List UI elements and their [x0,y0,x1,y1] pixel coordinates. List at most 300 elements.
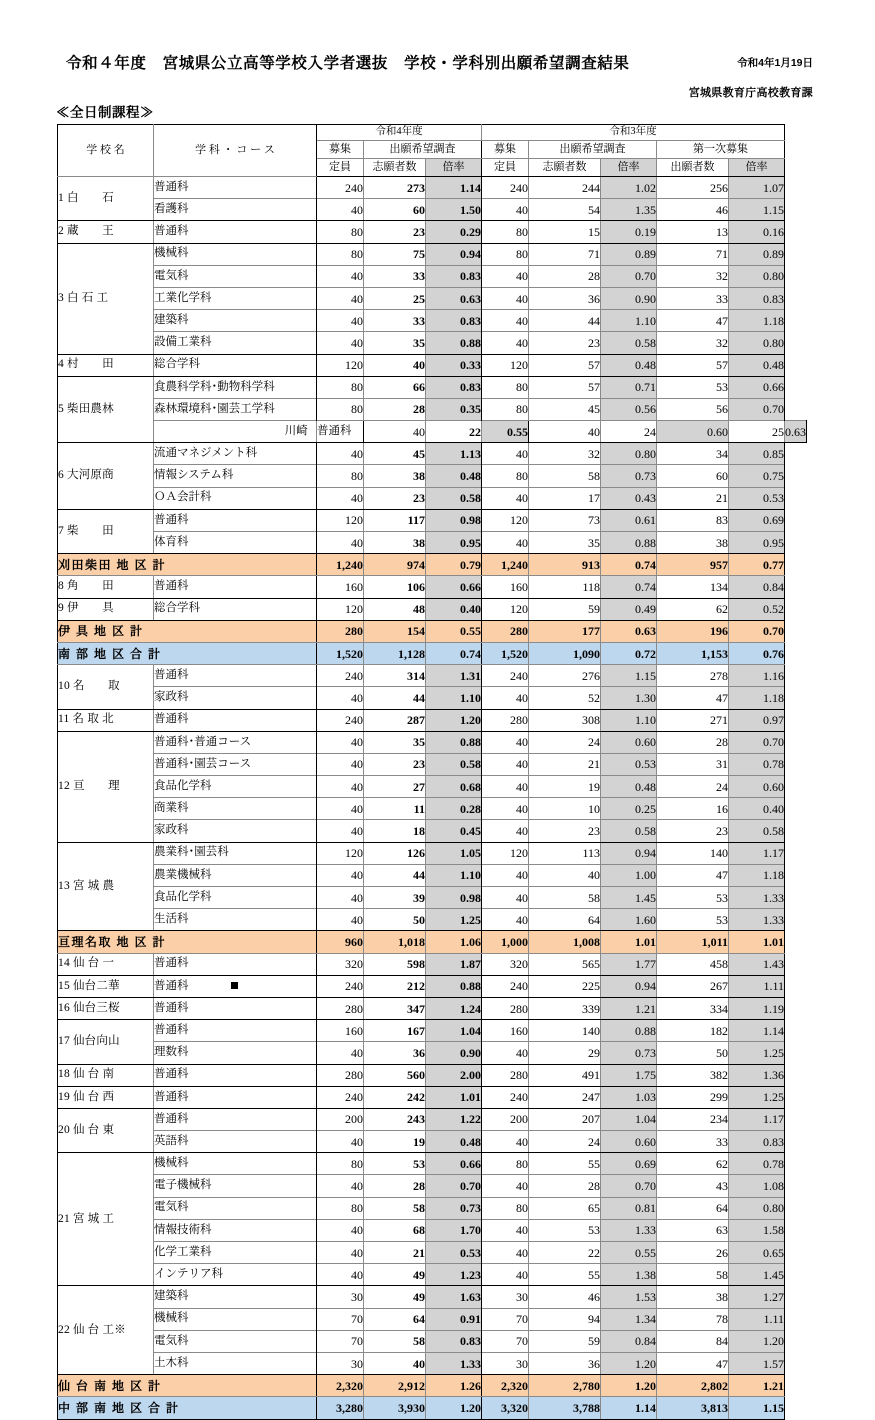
quota-prev: 280 [482,997,529,1019]
first-ratio: 0.77 [729,554,785,576]
first-applicants: 25 [729,421,785,443]
first-ratio: 0.70 [729,398,785,420]
dept-course-name: 普通科 [154,953,317,975]
ratio-prev: 0.25 [601,798,657,820]
ratio-current: 1.24 [426,997,482,1019]
dept-course-name: 化学工業科 [154,1242,317,1264]
ratio-current: 1.14 [426,177,482,199]
first-applicants: 140 [657,842,729,864]
quota-current: 960 [317,931,364,953]
quota-prev: 240 [482,665,529,687]
total-label: 中 部 南 地 区 合 計 [58,1397,317,1419]
ratio-current: 0.95 [426,532,482,554]
table-row [58,1131,807,1153]
table-row [58,1242,807,1264]
first-applicants: 278 [657,665,729,687]
quota-prev: 80 [482,221,529,243]
applicants-current: 560 [364,1064,426,1086]
first-applicants: 13 [657,221,729,243]
school-name: 18 仙 台 南 [58,1064,154,1086]
dept-course-name: 普通科 [154,177,317,199]
quota-current: 30 [317,1286,364,1308]
first-applicants: 58 [657,1264,729,1286]
applicants-current: 44 [364,864,426,886]
ratio-prev: 0.90 [601,287,657,309]
applicants-prev: 36 [529,287,601,309]
quota-current: 40 [317,753,364,775]
applicants-current: 66 [364,376,426,398]
first-applicants: 28 [657,731,729,753]
applicants-prev: 24 [529,731,601,753]
issuing-department: 宮城県教育庁高校教育課 [688,87,813,99]
ratio-current: 1.63 [426,1286,482,1308]
quota-prev: 40 [482,287,529,309]
table-row [58,1197,807,1219]
table-row [58,1264,807,1286]
first-applicants: 78 [657,1308,729,1330]
ratio-current: 0.98 [426,887,482,909]
applicants-prev: 244 [529,177,601,199]
district-total-row [58,620,807,642]
ratio-prev: 1.35 [601,199,657,221]
dept-course-name: 工業化学科 [154,287,317,309]
th-first-ratio: 倍率 [729,159,785,177]
first-applicants: 3,813 [657,1397,729,1419]
applicants-prev: 22 [529,1242,601,1264]
quota-prev: 40 [482,1131,529,1153]
ratio-current: 1.10 [426,864,482,886]
ratio-prev: 1.20 [601,1352,657,1374]
table-row [58,1330,807,1352]
applicants-prev: 59 [529,1330,601,1352]
table-row [58,265,807,287]
ratio-prev: 1.00 [601,864,657,886]
ratio-prev: 0.60 [657,421,729,443]
applicants-current: 38 [364,532,426,554]
th-year-previous: 令和3年度 [482,125,785,141]
ratio-current: 0.88 [426,332,482,354]
school-name: 22 仙 台 工※ [58,1286,154,1375]
quota-current: 120 [317,509,364,531]
quota-current: 40 [317,1242,364,1264]
applicants-current: 75 [364,243,426,265]
quota-prev: 40 [482,1242,529,1264]
applicants-prev: 140 [529,1020,601,1042]
applicants-prev: 118 [529,576,601,598]
applicants-current: 50 [364,909,426,931]
table-row [58,753,807,775]
selection-marker-icon [231,982,238,989]
quota-current: 40 [364,421,426,443]
applicants-prev: 29 [529,1042,601,1064]
ratio-current: 0.70 [426,1175,482,1197]
first-applicants: 32 [657,265,729,287]
applicants-prev: 57 [529,354,601,376]
applicants-current: 44 [364,687,426,709]
quota-prev: 40 [482,1219,529,1241]
table-row [58,776,807,798]
table-row [58,465,807,487]
ratio-current: 1.26 [426,1375,482,1397]
quota-prev: 40 [482,265,529,287]
applicants-prev: 565 [529,953,601,975]
ratio-prev: 1.04 [601,1108,657,1130]
ratio-prev: 0.74 [601,576,657,598]
ratio-prev: 0.71 [601,376,657,398]
applicants-prev: 913 [529,554,601,576]
dept-course-name: 建築科 [154,310,317,332]
th-applicants-current: 志願者数 [364,159,426,177]
ratio-current: 1.05 [426,842,482,864]
quota-prev: 280 [482,1064,529,1086]
table-row [58,354,807,376]
applicants-prev: 225 [529,975,601,997]
first-ratio: 0.95 [729,532,785,554]
ratio-current: 0.63 [426,287,482,309]
first-ratio: 0.40 [729,798,785,820]
total-label: 伊 具 地 区 計 [58,620,317,642]
school-name: 21 宮 城 工 [58,1153,154,1286]
quota-current: 280 [317,997,364,1019]
first-applicants: 957 [657,554,729,576]
ratio-current: 0.66 [426,1153,482,1175]
table-row [58,997,807,1019]
ratio-current: 1.22 [426,1108,482,1130]
applicants-prev: 52 [529,687,601,709]
school-name: 1 白 石 [58,177,154,221]
school-name: 20 仙 台 東 [58,1108,154,1152]
first-applicants: 84 [657,1330,729,1352]
ratio-prev: 0.81 [601,1197,657,1219]
quota-current: 40 [317,864,364,886]
dept-course-name: 機械科 [154,1153,317,1175]
quota-prev: 40 [482,199,529,221]
applicants-prev: 40 [529,864,601,886]
first-applicants: 34 [657,443,729,465]
dept-course-name: 普通科 [154,709,317,731]
dept-course-name: 英語科 [154,1131,317,1153]
th-first-applicants: 出願者数 [657,159,729,177]
first-ratio: 0.80 [729,332,785,354]
ratio-current: 1.23 [426,1264,482,1286]
quota-prev: 120 [482,842,529,864]
quota-prev: 240 [482,177,529,199]
quota-prev: 80 [482,1153,529,1175]
applicants-current: 38 [364,465,426,487]
ratio-prev: 0.49 [601,598,657,620]
applicants-prev: 45 [529,398,601,420]
first-applicants: 56 [657,398,729,420]
quota-current: 40 [317,1264,364,1286]
ratio-prev: 1.14 [601,1397,657,1419]
applicants-prev: 58 [529,887,601,909]
ratio-prev: 0.53 [601,753,657,775]
quota-current: 240 [317,665,364,687]
table-row [58,1219,807,1241]
applicants-current: 974 [364,554,426,576]
first-ratio: 1.33 [729,909,785,931]
ratio-prev: 0.94 [601,975,657,997]
applicants-current: 273 [364,177,426,199]
ratio-current: 1.20 [426,1397,482,1419]
applicants-current: 23 [364,487,426,509]
first-applicants: 21 [657,487,729,509]
ratio-current: 0.55 [482,421,529,443]
applicants-prev: 339 [529,997,601,1019]
first-ratio: 0.76 [729,642,785,664]
quota-current: 280 [317,620,364,642]
applicants-prev: 71 [529,243,601,265]
quota-prev: 1,000 [482,931,529,953]
school-name: 10 名 取 [58,665,154,709]
applicants-prev: 24 [601,421,657,443]
publish-date: 令和4年1月19日 [737,57,813,69]
quota-current: 160 [317,1020,364,1042]
quota-current: 40 [317,798,364,820]
ratio-prev: 0.58 [601,820,657,842]
applicants-current: 242 [364,1086,426,1108]
ratio-prev: 0.48 [601,776,657,798]
applicants-current: 19 [364,1131,426,1153]
quota-prev: 70 [482,1308,529,1330]
ratio-prev: 0.69 [601,1153,657,1175]
applicants-prev: 2,780 [529,1375,601,1397]
dept-course-name: 食品化学科 [154,776,317,798]
applicants-prev: 207 [529,1108,601,1130]
applicants-prev: 55 [529,1153,601,1175]
first-ratio: 0.97 [729,709,785,731]
first-applicants: 62 [657,598,729,620]
applicants-current: 33 [364,310,426,332]
quota-prev: 40 [482,909,529,931]
first-ratio: 1.25 [729,1086,785,1108]
first-ratio: 0.53 [729,487,785,509]
dept-course-name: 普通科 [154,221,317,243]
applicants-prev: 46 [529,1286,601,1308]
table-row [58,199,807,221]
first-applicants: 53 [657,887,729,909]
applicants-prev: 54 [529,199,601,221]
table-row [58,532,807,554]
ratio-current: 1.50 [426,199,482,221]
first-applicants: 234 [657,1108,729,1130]
applicants-current: 347 [364,997,426,1019]
first-ratio: 1.18 [729,687,785,709]
quota-prev: 40 [482,731,529,753]
ratio-current: 1.87 [426,953,482,975]
first-applicants: 60 [657,465,729,487]
quota-current: 240 [317,975,364,997]
first-ratio: 1.33 [729,887,785,909]
first-applicants: 43 [657,1175,729,1197]
quota-current: 120 [317,354,364,376]
quota-prev: 40 [482,776,529,798]
table-row [58,243,807,265]
dept-course-name: 普通科 [154,1020,317,1042]
first-ratio: 1.58 [729,1219,785,1241]
applicants-prev: 10 [529,798,601,820]
first-ratio: 0.83 [729,287,785,309]
school-name: 12 亘 理 [58,731,154,842]
quota-current: 40 [317,1219,364,1241]
ratio-current: 0.83 [426,310,482,332]
first-applicants: 38 [657,532,729,554]
quota-current: 200 [317,1108,364,1130]
ratio-prev: 1.21 [601,997,657,1019]
dept-course-name: 商業科 [154,798,317,820]
first-ratio: 1.21 [729,1375,785,1397]
district-total-row [58,931,807,953]
ratio-current: 1.10 [426,687,482,709]
first-ratio: 1.15 [729,199,785,221]
table-row [58,1308,807,1330]
first-applicants: 267 [657,975,729,997]
quota-current: 80 [317,243,364,265]
applicants-current: 40 [364,354,426,376]
applicants-current: 2,912 [364,1375,426,1397]
applicants-current: 25 [364,287,426,309]
quota-current: 1,240 [317,554,364,576]
first-ratio: 1.36 [729,1064,785,1086]
first-applicants: 71 [657,243,729,265]
dept-course-name: インテリア科 [154,1264,317,1286]
ratio-prev: 1.53 [601,1286,657,1308]
quota-current: 40 [317,731,364,753]
ratio-current: 0.45 [426,820,482,842]
ratio-current: 1.31 [426,665,482,687]
ratio-prev: 0.58 [601,332,657,354]
dept-course-name: 普通科 [154,665,317,687]
first-ratio: 0.70 [729,620,785,642]
applicants-current: 154 [364,620,426,642]
quota-current: 40 [317,443,364,465]
quota-current: 40 [317,887,364,909]
first-applicants: 62 [657,1153,729,1175]
quota-prev: 40 [482,1264,529,1286]
ratio-current: 0.29 [426,221,482,243]
quota-current: 240 [317,1086,364,1108]
quota-prev: 280 [482,620,529,642]
quota-prev: 40 [482,687,529,709]
first-ratio: 1.08 [729,1175,785,1197]
ratio-current: 1.06 [426,931,482,953]
applicants-current: 53 [364,1153,426,1175]
quota-current: 40 [317,532,364,554]
first-applicants: 2,802 [657,1375,729,1397]
ratio-prev: 0.60 [601,731,657,753]
quota-prev: 30 [482,1286,529,1308]
applicants-prev: 1,090 [529,642,601,664]
th-quota-current-2: 定員 [317,159,364,177]
first-ratio: 0.52 [729,598,785,620]
first-applicants: 83 [657,509,729,531]
ratio-prev: 0.84 [601,1330,657,1352]
district-total-row [58,554,807,576]
table-head [58,125,807,177]
applicants-prev: 1,008 [529,931,601,953]
applicants-prev: 24 [529,1131,601,1153]
applicants-prev: 65 [529,1197,601,1219]
first-applicants: 334 [657,997,729,1019]
school-name: 14 仙 台 一 [58,953,154,975]
th-survey-prev: 出願希望調査 [529,141,657,159]
total-label: 南 部 地 区 合 計 [58,642,317,664]
table-row [58,864,807,886]
table-row [58,598,807,620]
applicants-prev: 59 [529,598,601,620]
first-ratio: 0.78 [729,753,785,775]
school-name: 5 柴田農林 [58,376,154,443]
first-ratio: 1.27 [729,1286,785,1308]
first-applicants: 32 [657,332,729,354]
results-table-container [57,124,807,1420]
first-ratio: 0.84 [729,576,785,598]
school-name: 11 名 取 北 [58,709,154,731]
first-ratio: 1.14 [729,1020,785,1042]
ratio-current: 0.48 [426,1131,482,1153]
ratio-current: 1.33 [426,1352,482,1374]
quota-prev: 40 [482,753,529,775]
applicants-prev: 57 [529,376,601,398]
quota-prev: 40 [482,798,529,820]
ratio-current: 0.83 [426,1330,482,1352]
first-ratio: 1.01 [729,931,785,953]
dept-course-name: 森林環境科･園芸工学科 [154,398,317,420]
quota-current: 70 [317,1308,364,1330]
ratio-prev: 1.20 [601,1375,657,1397]
table-row [58,1352,807,1374]
dept-course-name: 普通科 [154,975,317,997]
applicants-current: 58 [364,1197,426,1219]
first-ratio: 1.57 [729,1352,785,1374]
quota-prev: 40 [482,310,529,332]
quota-prev: 40 [482,1175,529,1197]
first-applicants: 16 [657,798,729,820]
dept-course-name: 電気科 [154,1197,317,1219]
table-row [58,1042,807,1064]
first-ratio: 1.11 [729,975,785,997]
first-ratio: 1.16 [729,665,785,687]
total-label: 亘理名取 地 区 計 [58,931,317,953]
table-row [58,731,807,753]
applicants-current: 36 [364,1042,426,1064]
applicants-prev: 23 [529,332,601,354]
table-row [58,887,807,909]
ratio-current: 0.66 [426,576,482,598]
quota-current: 40 [317,310,364,332]
applicants-current: 212 [364,975,426,997]
applicants-prev: 55 [529,1264,601,1286]
applicants-prev: 44 [529,310,601,332]
quota-prev: 1,240 [482,554,529,576]
quota-prev: 80 [482,376,529,398]
dept-course-name: 家政科 [154,820,317,842]
dept-course-name: 普通科 [317,421,364,443]
first-applicants: 47 [657,1352,729,1374]
th-year-current: 令和4年度 [317,125,482,141]
dept-course-name: 農業科･園芸科 [154,842,317,864]
total-label: 刈田柴田 地 区 計 [58,554,317,576]
applicants-current: 126 [364,842,426,864]
quota-prev: 280 [482,709,529,731]
applicants-prev: 276 [529,665,601,687]
table-row [58,1064,807,1086]
applicants-current: 28 [364,1175,426,1197]
first-applicants: 47 [657,864,729,886]
dept-course-name: 普通科 [154,1064,317,1086]
quota-current: 240 [317,709,364,731]
first-ratio: 0.63 [785,421,807,443]
